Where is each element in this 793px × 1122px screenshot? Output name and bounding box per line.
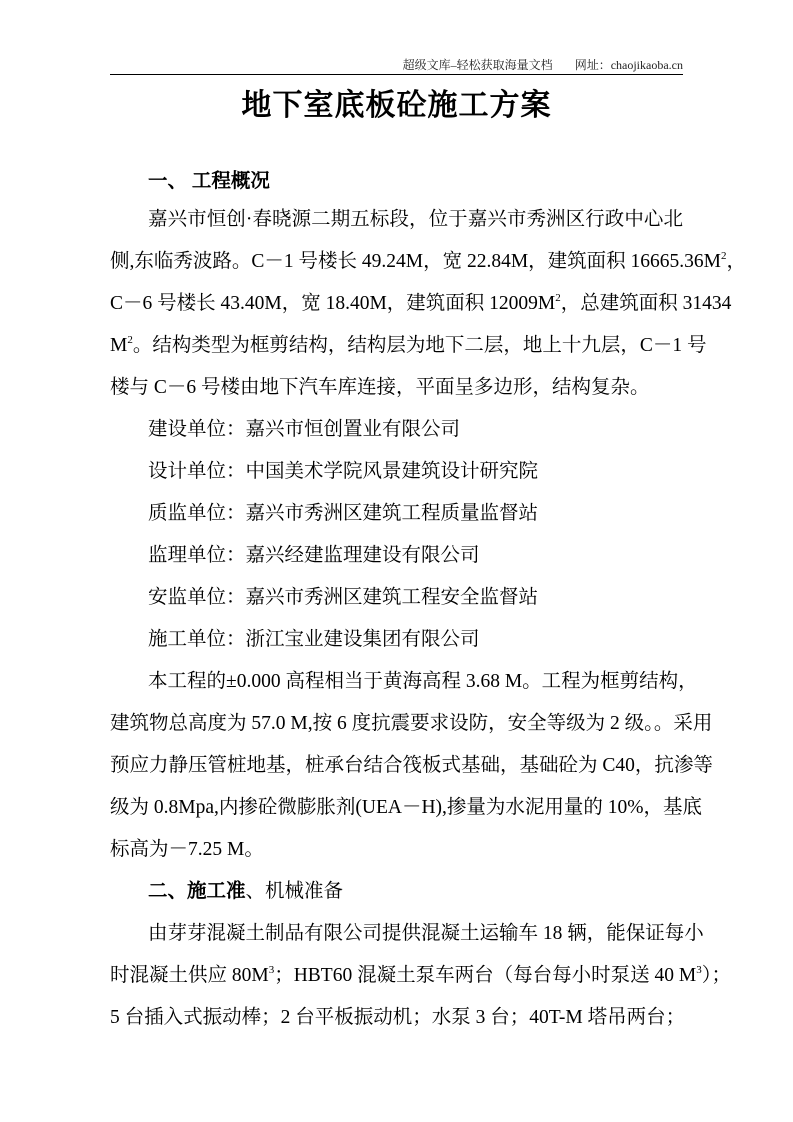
text-line bbox=[110, 920, 704, 948]
text-segment: 本工程的±0.000 高程相当于黄海高程 3.68 M。工程为框剪结构， bbox=[148, 671, 698, 692]
superscript: 2 bbox=[721, 250, 727, 262]
text-segment: 级为 0.8Mpa,内掺砼微膨胀剂(UEA－H),掺量为水泥用量的 10%，基底 bbox=[110, 797, 703, 818]
section-heading bbox=[110, 168, 683, 196]
text-segment: 。结构类型为框剪结构，结构层为地下二层，地上十九层，C－1 号 bbox=[132, 335, 707, 356]
text-segment: 侧,东临秀波路。C－1 号楼长 49.24M，宽 22.84M，建筑面积 16665.36M bbox=[110, 251, 722, 272]
text-segment: C－6 号楼长 43.40M，宽 18.40M，建筑面积 12009M bbox=[110, 293, 556, 314]
header-rule bbox=[110, 74, 683, 75]
text-segment: 楼与 C－6 号楼由地下汽车库连接，平面呈多边形，结构复杂。 bbox=[110, 377, 650, 398]
text-line bbox=[110, 710, 713, 738]
superscript: 3 bbox=[696, 964, 702, 976]
text-line bbox=[110, 374, 683, 402]
text-segment: 二、施工准 bbox=[148, 881, 246, 902]
document-title: 地下室底板砼施工方案 bbox=[241, 89, 552, 122]
text-line bbox=[110, 248, 747, 276]
text-line bbox=[110, 500, 683, 528]
superscript: 3 bbox=[268, 964, 275, 976]
text-segment: 质监单位：嘉兴市秀洲区建筑工程质量监督站 bbox=[148, 503, 539, 524]
text-segment: 由芽芽混凝土制品有限公司提供混凝土运输车 18 辆，能保证每小 bbox=[148, 923, 704, 944]
text-line bbox=[110, 794, 703, 822]
text-segment: 预应力静压管桩地基，桩承台结合筏板式基础，基础砼为 C40，抗渗等 bbox=[110, 755, 713, 776]
text-segment: 5 台插入式振动棒；2 台平板振动机；水泵 3 台；40T-M 塔吊两台； bbox=[110, 1007, 686, 1028]
superscript: 2 bbox=[127, 334, 133, 346]
page-header bbox=[110, 56, 683, 73]
section-heading bbox=[110, 878, 683, 906]
text-segment: 监理单位：嘉兴经建监理建设有限公司 bbox=[148, 545, 480, 566]
text-segment: 设计单位：中国美术学院风景建筑设计研究院 bbox=[148, 461, 539, 482]
text-line bbox=[110, 668, 698, 696]
text-line bbox=[110, 962, 731, 990]
text-line bbox=[110, 206, 683, 234]
superscript: 2 bbox=[555, 292, 561, 304]
text-line bbox=[110, 1004, 686, 1032]
text-segment: 嘉兴市恒创·春晓源二期五标段，位于嘉兴市秀洲区行政中心北 bbox=[148, 209, 683, 230]
text-segment: M bbox=[110, 335, 128, 356]
text-line bbox=[110, 626, 683, 654]
text-segment: 一、 工程概况 bbox=[148, 171, 270, 192]
text-segment: ；HBT60 混凝土泵车两台（每台每小时泵送 40 M bbox=[274, 965, 697, 986]
text-line bbox=[110, 416, 683, 444]
text-segment: 、机械准备 bbox=[245, 881, 344, 902]
header-url: 网址：chaojikaoba.cn bbox=[574, 58, 683, 72]
header-site-name: 超级文库–轻松获取海量文档 bbox=[402, 58, 553, 72]
text-segment: ， bbox=[726, 251, 747, 272]
text-line bbox=[110, 584, 683, 612]
text-line bbox=[110, 290, 732, 318]
text-segment: ）； bbox=[701, 965, 731, 986]
text-segment: ，总建筑面积 31434 bbox=[560, 293, 732, 314]
text-segment: 建筑物总高度为 57.0 M,按 6 度抗震要求设防，安全等级为 2 级。。采用 bbox=[110, 713, 713, 734]
text-segment: 建设单位：嘉兴市恒创置业有限公司 bbox=[148, 419, 461, 440]
text-segment: 安监单位：嘉兴市秀洲区建筑工程安全监督站 bbox=[148, 587, 539, 608]
text-line bbox=[110, 836, 683, 864]
text-line bbox=[110, 332, 707, 360]
text-segment: 标高为－7.25 M。 bbox=[110, 839, 264, 860]
text-segment: 时混凝土供应 80M bbox=[110, 965, 269, 986]
text-segment: 施工单位：浙江宝业建设集团有限公司 bbox=[148, 629, 480, 650]
text-line bbox=[110, 542, 683, 570]
text-line bbox=[110, 752, 713, 780]
text-line bbox=[110, 458, 683, 486]
